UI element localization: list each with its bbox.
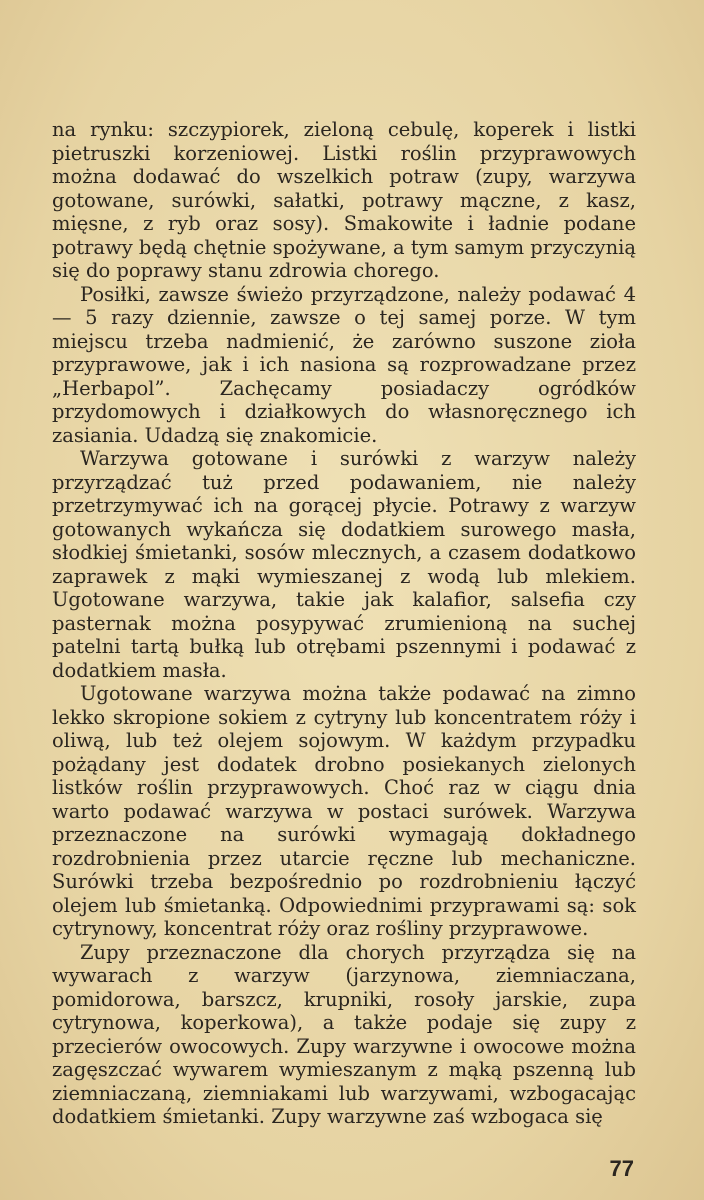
paragraph-3: Warzywa gotowane i surówki z warzyw należy przyrządzać tuż przed podawaniem, nie należy przetrzymywać ich na gorącej płycie. Potrawy z warzyw gotowanych wykańcza się dodatkiem surowego masła, słodkiej śmietanki, sosów mlecznych, a czasem dodatkowo zaprawek z mąki wymieszanej z wodą lub mlekiem. Ugotowane warzywa, takie jak kalafior, salsefia czy pasternak można posypywać zrumienioną na suchej patelni tartą bułką lub otrębami pszennymi i podawać z dodatkiem masła. <box>52 447 636 682</box>
paragraph-5: Zupy przeznaczone dla chorych przyrządza się na wywarach z warzyw (jarzynowa, ziemniaczana, pomidorowa, barszcz, krupniki, rosoły jarskie, zupa cytrynowa, koperkowa), a także podaje się zupy z przecierów owocowych. Zupy warzywne i owocowe można zagęszczać wywarem wymieszanym z mąką pszenną lub ziemniaczaną, ziemniakami lub warzywami, wzbogacając dodatkiem śmietanki. Zupy warzywne zaś wzbogaca się <box>52 940 636 1128</box>
paragraph-1: na rynku: szczypiorek, zieloną cebulę, koperek i listki pietruszki korzeniowej. Listki roślin przyprawowych można dodawać do wszelkich potraw (zupy, warzywa gotowane, surówki, sałatki, potrawy mączne, z kasz, mięsne, z ryb oraz sosy). Smakowite i ładnie podane potrawy będą chętnie spożywane, a tym samym przyczynią się do poprawy stanu zdrowia chorego. <box>52 118 636 282</box>
body-text <box>52 118 636 1129</box>
paragraph-2: Posiłki, zawsze świeżo przyrządzone, należy podawać 4 — 5 razy dziennie, zawsze o tej samej porze. W tym miejscu trzeba nadmienić, że zarówno suszone zioła przyprawowe, jak i ich nasiona są rozprowadzane przez „Herbapol”. Zachęcamy posiadaczy ogródków przydomowych i działkowych do własnoręcznego ich zasiania. Udadzą się znakomicie. <box>52 282 636 447</box>
page-number: 77 <box>609 1156 634 1181</box>
paragraph-4: Ugotowane warzywa można także podawać na zimno lekko skropione sokiem z cytryny lub koncentratem róży i oliwą, lub też olejem sojowym. W każdym przypadku pożądany jest dodatek drobno posiekanych zielonych listków roślin przyprawowych. Choć raz w ciągu dnia warto podawać warzywa w postaci surówek. Warzywa przeznaczone na surówki wymagają dokładnego rozdrobnienia przez utarcie ręczne lub mechaniczne. Surówki trzeba bezpośrednio po rozdrobnieniu łączyć olejem lub śmietanką. Odpowiednimi przyprawami są: sok cytrynowy, koncentrat róży oraz rośliny przyprawowe. <box>52 682 636 940</box>
